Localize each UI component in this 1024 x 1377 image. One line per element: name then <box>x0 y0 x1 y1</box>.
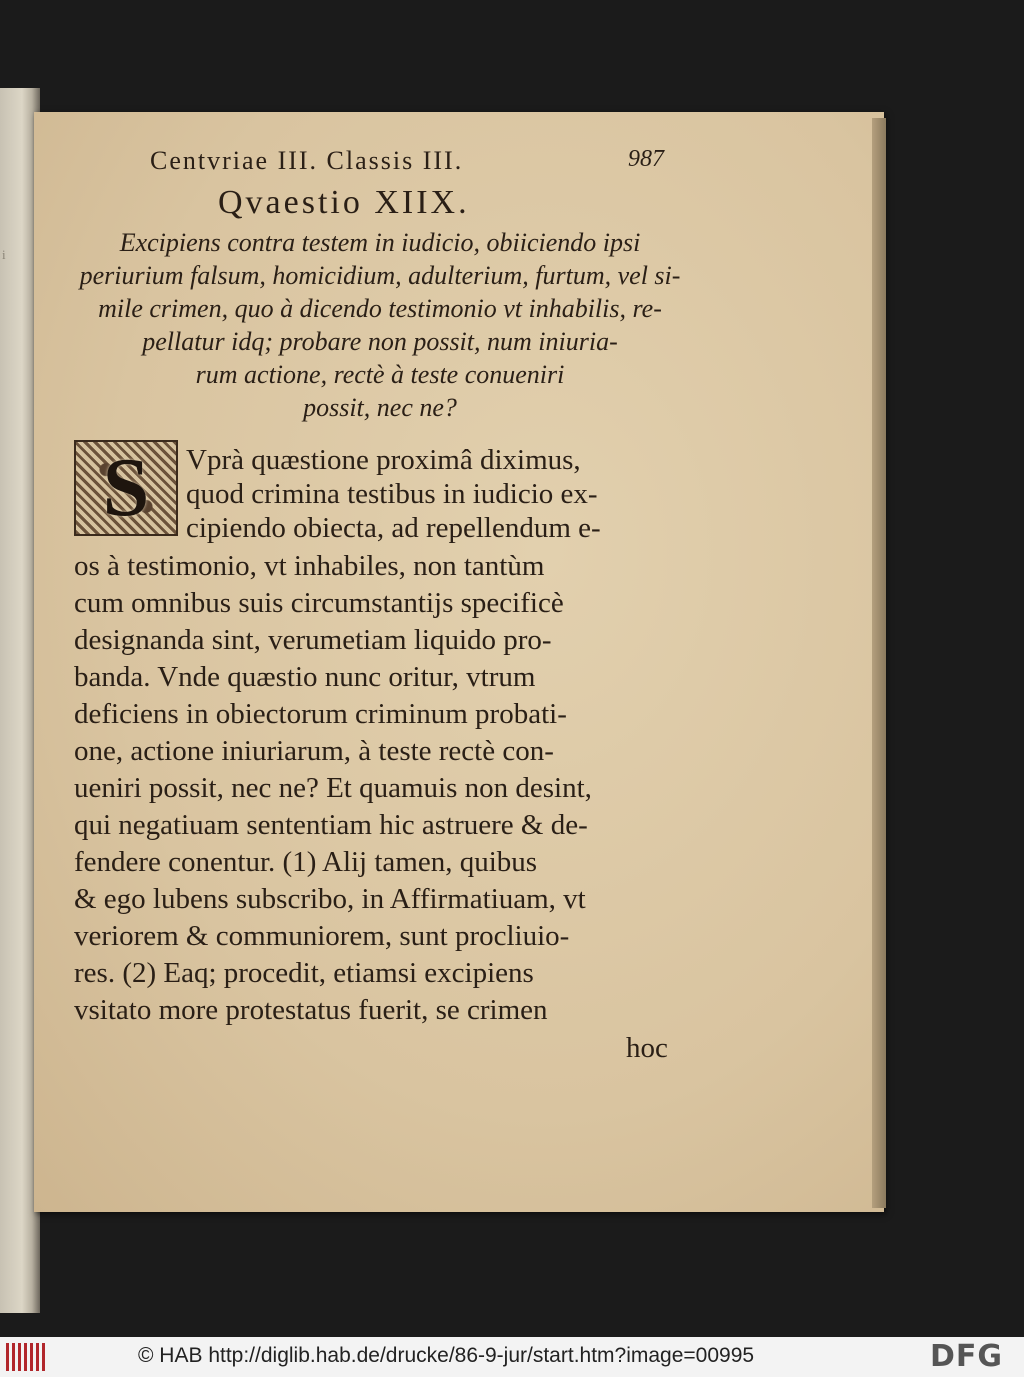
copyright-link[interactable]: © HAB http://diglib.hab.de/drucke/86-9-jur/start.htm?image=00995 <box>138 1344 755 1367</box>
subtitle-line: mile crimen, quo à dicendo testimonio vt inhabilis, re- <box>98 294 662 323</box>
page-number: 987 <box>628 146 664 172</box>
body-line: cipiendo obiecta, ad repellendum e- <box>186 512 601 544</box>
body-line: os à testimonio, vt inhabiles, non tantùm <box>74 550 545 582</box>
body-line: one, actione iniuriarum, à teste rectè con- <box>74 735 554 767</box>
subtitle-line: Excipiens contra testem in iudicio, obiiciendo ipsi <box>119 228 641 257</box>
subtitle-line: rum actione, rectè à teste conueniri <box>195 360 565 389</box>
body-line: vsitato more protestatus fuerit, se crimen <box>74 994 548 1026</box>
body-line: ueniri possit, nec ne? Et quamuis non desint, <box>74 772 592 804</box>
subtitle-line: periurium falsum, homicidium, adulterium, furtum, vel si- <box>79 261 681 290</box>
footer-bar <box>0 1337 1024 1377</box>
catchword: hoc <box>626 1032 668 1064</box>
subtitle-line: possit, nec ne? <box>303 393 457 422</box>
initial-letter: S <box>102 441 150 534</box>
body-line: Vprà quæstione proximâ diximus, <box>186 444 581 476</box>
body-line: designanda sint, verumetiam liquido pro- <box>74 624 552 656</box>
page-edge <box>872 118 886 1208</box>
body-line: quod crimina testibus in iudicio ex- <box>186 478 598 510</box>
body-line: cum omnibus suis circumstantijs specificè <box>74 587 564 619</box>
body-line: banda. Vnde quæstio nunc oritur, vtrum <box>74 661 536 693</box>
running-head: Centvriae III. Classis III. <box>150 146 464 175</box>
question-title: Qvaestio XIIX. <box>218 184 470 221</box>
body-line: & ego lubens subscribo, in Affirmatiuam, vt <box>74 883 586 915</box>
body-line: res. (2) Eaq; procedit, etiamsi excipiens <box>74 957 534 989</box>
dfg-logo: DFG <box>930 1339 1004 1374</box>
subtitle-line: pellatur idq; probare non possit, num iniuria- <box>142 327 618 356</box>
hab-logo-icon <box>6 1343 46 1371</box>
body-line: deficiens in obiectorum criminum probati- <box>74 698 567 730</box>
bleed-through-mark: i <box>2 247 6 262</box>
body-line: veriorem & communiorem, sunt procliuio- <box>74 920 570 952</box>
body-line: fendere conentur. (1) Alij tamen, quibus <box>74 846 538 878</box>
decorated-initial <box>74 440 178 536</box>
body-line: qui negatiuam sententiam hic astruere & de- <box>74 809 588 841</box>
